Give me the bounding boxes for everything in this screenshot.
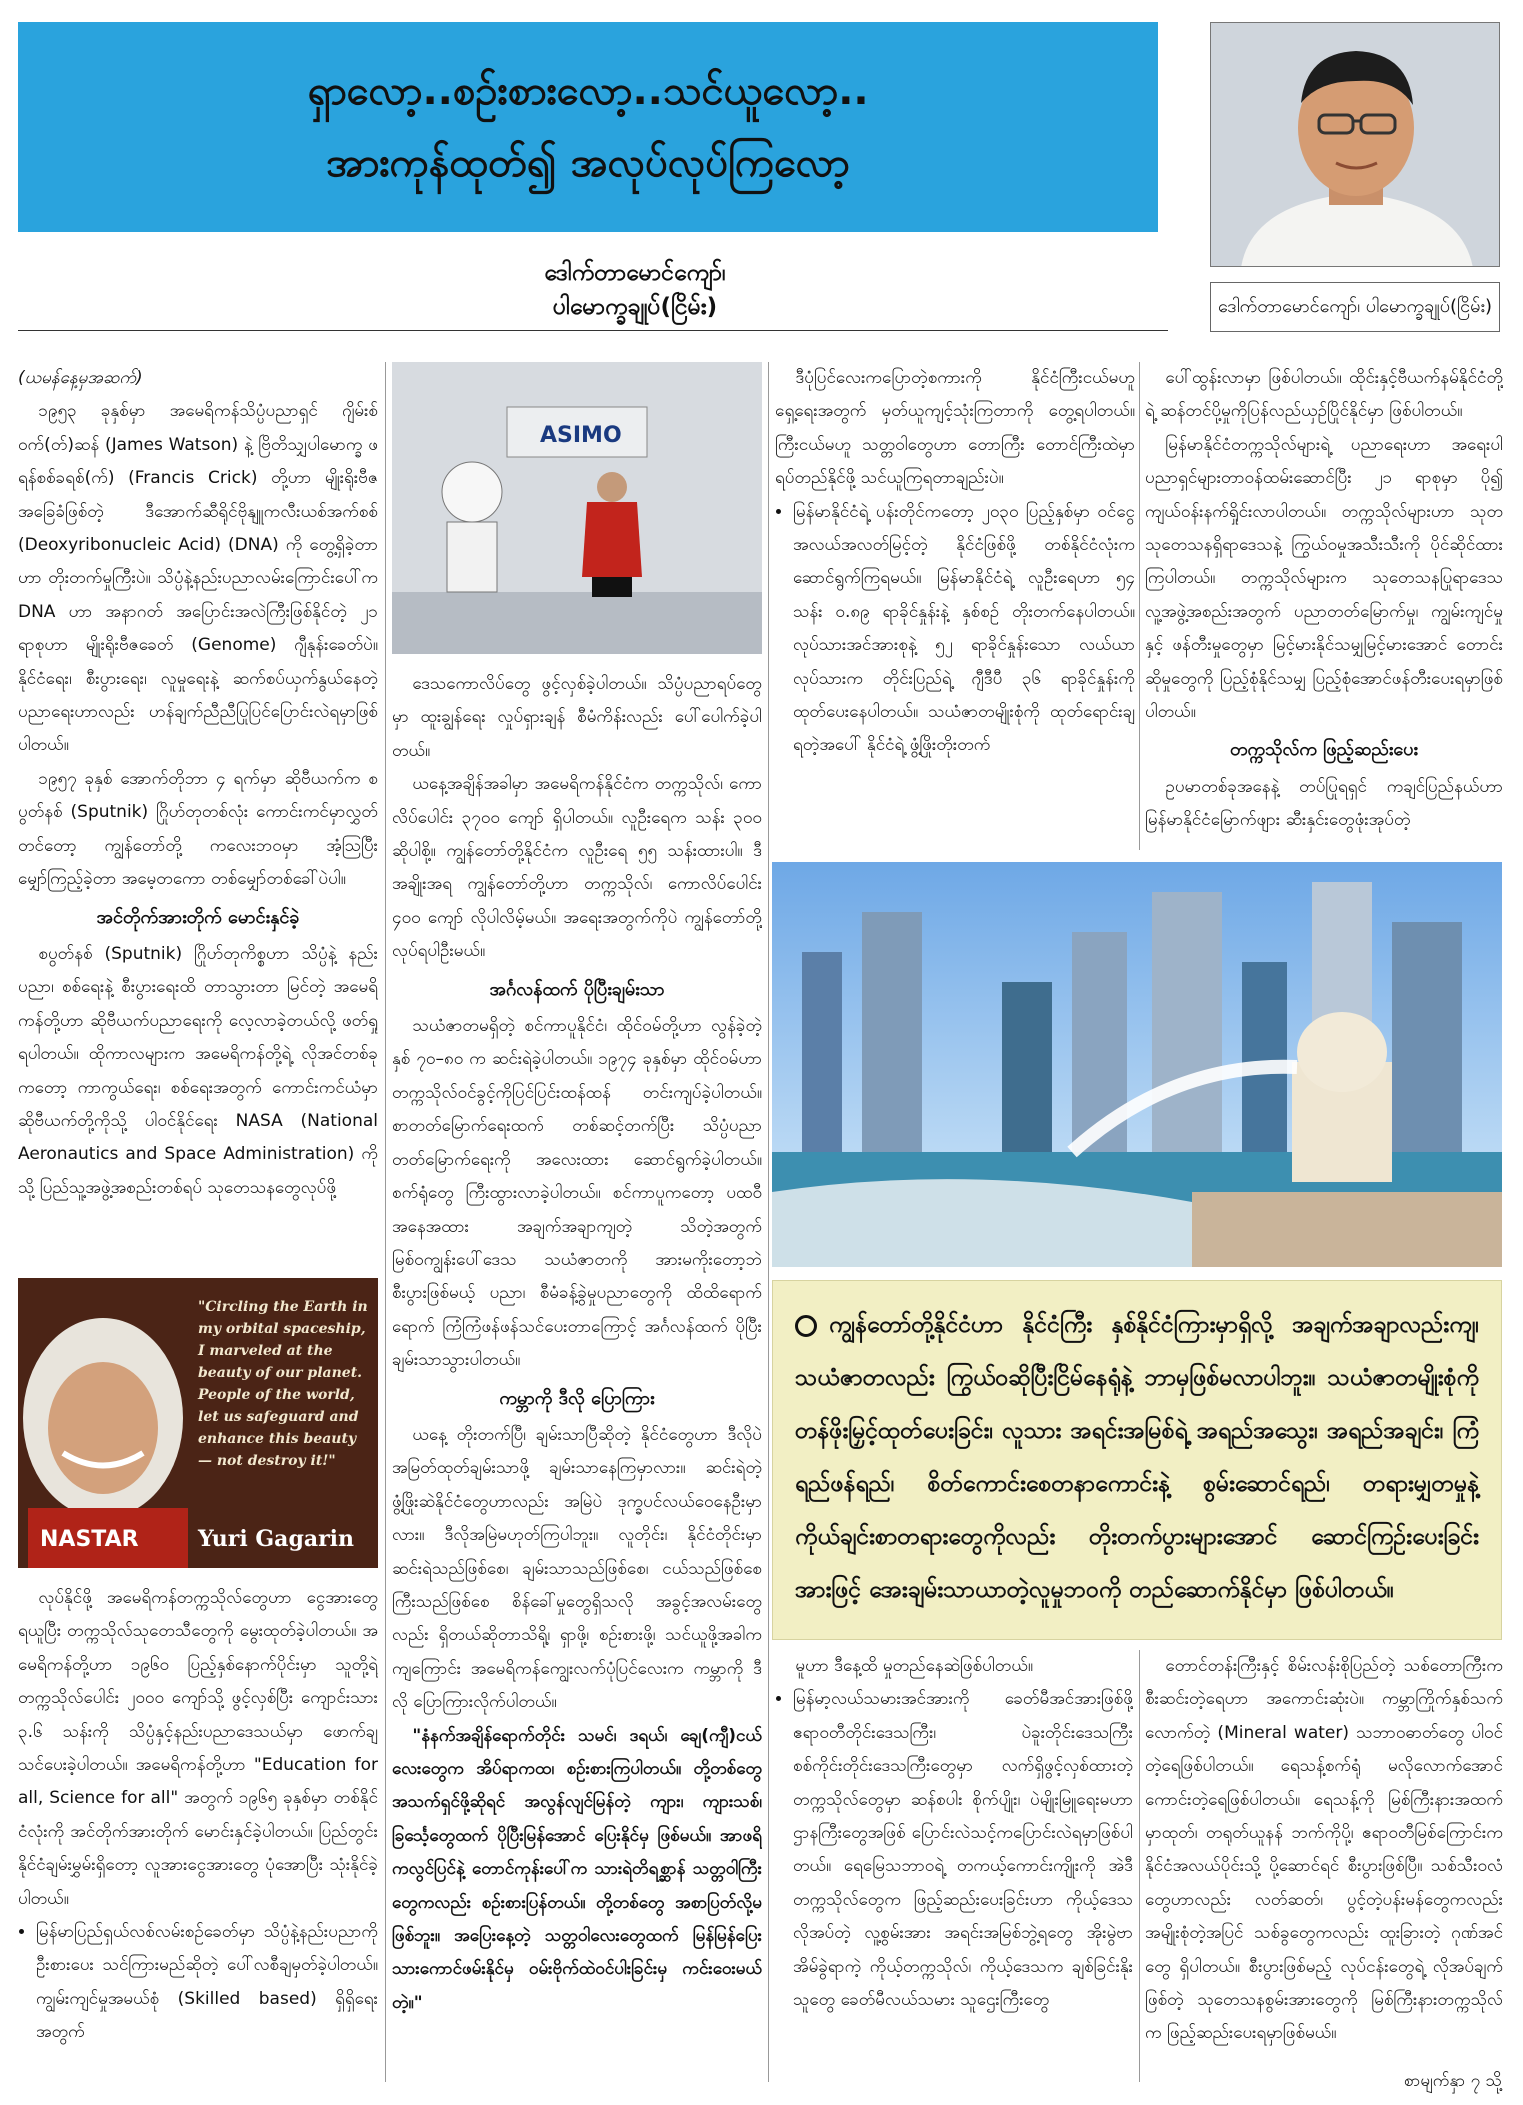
continued-label: (ယမန်နေ့မှအဆက်): [18, 368, 143, 388]
singapore-merlion-photo: [772, 862, 1502, 1267]
continued-on-page: စာမျက်နှာ ၇ သို့: [1403, 2071, 1502, 2091]
asimo-photo: [392, 362, 762, 654]
bullet-item: • မြန်မာ့လယ်သမားအင်အားကို ခေတ်မီအင်အားဖြစ်ဖို့ ဧရာဝတီတိုင်းဒေသကြီး၊ ပဲခူးတိုင်းဒေသကြီး စစ်ကိုင်းတိုင်းဒေသကြီးတွေမှာ လက်ရှိဖွင့်လှစ်ထားတဲ့ တက္ကသိုလ်တွေမှာ ဆန်စပါး စိုက်ပျိုး၊ ပဲမျိုးမြူရေးမဟာဌာနကြီးတွေအဖြစ် ပြောင်းလဲသင့်ကပြောင်းလဲရမှာဖြစ်ပါတယ်။ ရေမြေသဘာဝရဲ့ တကယ့်ကောင်းကျိုးကို အဲဒီ တက္ကသိုလ်တွေက ဖြည့်ဆည်းပေးခြင်းဟာ ကိုယ့်ဒေသ လိုအပ်တဲ့ လူ့စွမ်းအား အရင်းအမြစ်ဘွဲ့ရတွေ အိုးမွဲဗာ အိမ်ခွဲရာကဲ့ ကိုယ့်တက္ကသိုလ်၊ ကိုယ့်ဒေသက ချစ်ခြင်းနိုးသူတွေ ခေတ်မီလယ်သမား သူဌေးကြီးတွေ: [793, 1683, 1133, 2017]
column-rule: [1139, 1650, 1140, 2082]
bullet-list: [18, 1916, 378, 2050]
asimo-label: ASIMO: [540, 423, 622, 448]
gagarin-name: Yuri Gagarin: [198, 1526, 355, 1552]
author-photo-illustration: [1211, 23, 1500, 267]
author-portrait: [1210, 22, 1500, 267]
column-rule: [768, 362, 769, 2082]
paragraph: ယနေ့အချိန်အခါမှာ အမေရိကန်နိုင်ငံက တက္ကသိုလ်၊ ကောလိပ်ပေါင်း ၃၇၀၀ ကျော် ရှိပါတယ်။ လူဦးရေက သန်း ၃၀၀ ဆိုပါစို့။ ကျွန်တော်တို့နိုင်ငံက လူဦးရေ ၅၅ သန်းထားပါ။ ဒီအချိုးအရ ကျွန်တော်တို့ဟာ တက္ကသိုလ်၊ ကောလိပ်ပေါင်း ၄၀၀ ကျော် လိုပါလိမ့်မယ်။ အရေးအတွက်ကိုပဲ ကျွန်တော်တို့ လုပ်ရပါဦးမယ်။: [392, 774, 762, 962]
header-rule: [18, 330, 1168, 331]
pull-quote-text: [795, 1299, 1479, 1617]
bullet-item: • မြန်မာနိုင်ငံရဲ့ ပန်းတိုင်ကတော့ ၂၀၃၀ ပြည့်နှစ်မှာ ဝင်ငွေအလယ်အလတ်မြင့်တဲ့ နိုင်ငံဖြစ်ဖို့ တစ်နိုင်ငံလုံးက ဆောင်ရွက်ကြရမယ်။ မြန်မာနိုင်ငံရဲ့ လူဦးရေဟာ ၅၄ သန်း ၀.၈၉ ရာခိုင်နှုန်းနဲ့ နှစ်စဉ် တိုးတက်နေပါတယ်။ လုပ်သားအင်အားစုနဲ့ ၅၂ ရာခိုင်နှုန်းသော လယ်ယာလုပ်သားက တိုင်းပြည်ရဲ့ ဂျီဒီပီ ၃၆ ရာခိုင်နှုန်းကို ထုတ်ပေးနေပါတယ်။ သယံဇာတမျိုးစုံကို ထုတ်ရောင်းချရတဲ့အပေါ် နိုင်ငံရဲ့ ဖွံ့ဖြိုးတိုးတက်: [793, 496, 1135, 763]
paragraph: သယံဇာတမရှိတဲ့ စင်ကာပူနိုင်ငံ၊ ထိုင်ဝမ်တို့ဟာ လွန်ခဲ့တဲ့ နှစ် ၇၀–၈၀ က ဆင်းရဲခဲ့ပါတယ်။ ၁၉၇၄ ခုနှစ်မှာ ထိုင်ဝမ်ဟာ တက္ကသိုလ်ဝင်ခွင့်ကိုပြင်ပြင်းထန်ထန် တင်းကျပ်ခဲ့ပါတယ်။ စာတတ်မြောက်ရေးထက် တစ်ဆင့်တက်ပြီး သိပ္ပံပညာတတ်မြောက်ရေးကို အလေးထား ဆောင်ရွက်ခဲ့ပါတယ်။ စက်ရုံတွေ ကြီးထွားလာခဲ့ပါတယ်။ စင်ကာပူကတော့ ပထဝီအနေအထား အချက်အချာကျတဲ့ သိတဲ့အတွက် မြစ်ဝကျွန်းပေါ်ဒေသ သယံဇာတကို အားမကိုးတော့ဘဲ စီးပွားဖြစ်မယ့် ပညာ၊ စီမံခန့်ခွဲမှုပညာတွေကို ထိထိရောက်ရောက် ကြံကြံဖန်ဖန်သင်ပေးတာကြောင့် အင်္ဂလန်ထက် ပိုပြီးချမ်းသာသွားပါတယ်။: [392, 1016, 762, 1371]
author-caption: ဒေါက်တာမောင်ကျော်၊ ပါမောက္ခချုပ်(ငြိမ်း): [1210, 282, 1500, 332]
cityscape-illustration: [772, 862, 1502, 1267]
column-rule: [1139, 362, 1140, 850]
bullet-item: • မြန်မာပြည်ရှယ်လစ်လမ်းစဉ်ခေတ်မှာ သိပ္ပံနဲ့နည်းပညာကို ဦးစားပေး သင်ကြားမည်ဆိုတဲ့ ပေါ်လစီချမှတ်ခဲ့ပါတယ်။ ကျွမ်းကျင်မှုအမယ်စုံ (Skilled based) ရှိရှိရေးအတွက်: [36, 1916, 378, 2050]
paragraph: ယနေ့ တိုးတက်ပြီ၊ ချမ်းသာပြီဆိုတဲ့ နိုင်ငံတွေဟာ ဒီလိုပဲ အမြတ်ထုတ်ချမ်းသာဖို့ ချမ်းသာနေကြမှာလား။ ဆင်းရဲတဲ့ ဖွံ့ဖြိုးဆဲနိုင်ငံတွေဟာလည်း အမြဲပဲ ဒုက္ခပင်လယ်ဝေနေဦးမှာလား။ ဒီလိုအမြဲမဟုတ်ကြပါဘူး။ လူတိုင်း၊ နိုင်ငံတိုင်းမှာ ဆင်းရဲသည်ဖြစ်စေ၊ ချမ်းသာသည်ဖြစ်စေ၊ ငယ်သည်ဖြစ်စေ ကြီးသည်ဖြစ်စေ စိန်ခေါ်မှုတွေရှိသလို အခွင့်အလမ်းတွေလည်း ရှိတယ်ဆိုတာသိရို့၊ ရှာဖို့၊ စဉ်းစားဖို့၊ သင်ယူဖို့အခါကကျကြောင်း အမေရိကန်ကျွေးလက်ပုံပြင်လေးက ကမ္ဘာကို ဒီလို ပြောကြားလိုက်ပါတယ်။: [392, 1424, 762, 1713]
headline-banner: [18, 22, 1158, 232]
column-5: [775, 1650, 1133, 2080]
gagarin-quote: "Circling the Earth in my orbital spaceship, I marveled at the beauty of our planet. People of the world, let us safeguard and enhance this beauty — not destroy it!": [198, 1299, 368, 1469]
column-3: [775, 362, 1135, 850]
paragraph: ဒေသကောလိပ်တွေ ဖွင့်လှစ်ခဲ့ပါတယ်။ သိပ္ပံပညာရပ်တွေမှာ ထူးချွန်ရေး လှုပ်ရှားချန် စီမံကိန်းလည်း ပေါ်ပေါက်ခဲ့ပါတယ်။: [392, 674, 762, 761]
yuri-gagarin-photo: [18, 1278, 378, 1568]
subheading: ကမ္ဘာကို ဒီလို ပြောကြား: [499, 1387, 655, 1409]
asimo-illustration: [392, 362, 762, 654]
pull-quote-body: ကျွန်တော်တို့နိုင်ငံဟာ နိုင်ငံကြီး နှစ်နိုင်ငံကြားမှာရှိလို့ အချက်အချာလည်းကျ၊ သယံဇာတလည်း ကြွယ်ဝဆိုပြီးငြိမ်နေရုံနဲ့ ဘာမှဖြစ်မလာပါဘူး။ သယံဇာတမျိုးစုံကို တန်ဖိုးမြှင့်ထုတ်ပေးခြင်း၊ လူသား အရင်းအမြစ်ရဲ့ အရည်အသွေး၊ အရည်အချင်း၊ ကြံရည်ဖန်ရည်၊ စိတ်ကောင်းစေတနာကောင်းနဲ့ စွမ်းဆောင်ရည်၊ တရားမျှတမှုနဲ့ ကိုယ်ချင်းစာတရားတွေကိုလည်း တိုးတက်ပွားများအောင် ဆောင်ကြဉ်းပေးခြင်းအားဖြင့် အေးချမ်းသာယာတဲ့လူမှုဘဝကို တည်ဆောက်နိုင်မှာ ဖြစ်ပါတယ်။: [795, 1312, 1479, 1603]
bullet-list: [775, 496, 1135, 763]
subheading: တက္ကသိုလ်က ဖြည့်ဆည်းပေး: [1230, 739, 1418, 761]
column-2: [392, 668, 762, 2082]
paragraph: ဥပမာတစ်ခုအနေနဲ့ တပ်ပြုရရှင် ကချင်ပြည်နယ်ဟာ မြန်မာနိုင်ငံမြောက်ဖျား ဆီးနှင်းတွေဖုံးအုပ်တဲ့: [1145, 776, 1503, 831]
paragraph: ၁၉၅၃ ခုနှစ်မှာ အမေရိကန်သိပ္ပံပညာရှင် ဂျိမ်းစ်ဝက်(တ်)ဆန် (James Watson) နဲ့ ဗြိတိသျှပါမောက္ခ ဖရန်စစ်ခရစ်(က်) (Francis Crick) တို့ဟာ မျိုးရိုးဗီဇအခြေခံဖြစ်တဲ့ ဒီအောက်ဆီရိုင်ဗိုနျူကလီးယစ်အက်စစ် (Deoxyribonucleic Acid) (DNA) ကို တွေ့ရှိခဲ့တာဟာ တိုးတက်မှုကြီးပဲ။ သိပ္ပံနဲ့နည်းပညာလမ်းကြောင်းပေါ်က DNA ဟာ အနာဂတ် အပြောင်းအလဲကြီးဖြစ်နိုင်တဲ့ ၂၁ ရာစုဟာ မျိုးရိုးဗီဇခေတ် (Genome) ဂျီနုန်းခေတ်ပဲ။ နိုင်ငံရေး၊ စီးပွားရေး၊ လူမှုရေးနဲ့ ဆက်စပ်ယှက်နွယ်နေတဲ့ ပညာရေးဟာလည်း ဟန်ချက်ညီညီပြုပြင်ပြောင်းလဲရမှာဖြစ်ပါတယ်။: [18, 401, 378, 756]
paragraph: မူဟာ ဒီနေ့ထိ မှုတည်နေဆဲဖြစ်ပါတယ်။: [795, 1656, 1033, 1676]
subheading: အင်္ဂလန်ထက် ပိုပြီးချမ်းသာ: [489, 978, 665, 1000]
column-rule: [385, 362, 386, 2082]
column-1: [18, 362, 378, 1262]
column-4: [1145, 362, 1503, 850]
paragraph: တောင်တန်းကြီးနှင့် စိမ်းလန်းစိုပြည်တဲ့ သစ်တောကြီးက စီးဆင်းတဲ့ရေဟာ အကောင်းဆုံးပဲ။ ကမ္ဘာကြိုက်နှစ်သက်လောက်တဲ့ (Mineral water) သဘာဝဓာတ်တွေ ပါဝင်တဲ့ရေဖြစ်ပါတယ်။ ရေသန့်စက်ရုံ မလိုလောက်အောင် ကောင်းတဲ့ရေဖြစ်ပါတယ်။ ရေသန့်ကို မြစ်ကြီးနားအထက်မှာထုတ်၊ တရုတ်ယူနန် ဘက်ကိုပို့၊ ဧရာဝတီမြစ်ကြောင်းကနိုင်ငံအလယ်ပိုင်းသို့ ပို့ဆောင်ရင် စီးပွားဖြစ်ပြီ။ သစ်သီးဝလံတွေဟာလည်း လတ်ဆတ်၊ ပွင့်တဲ့ပန်းမန်တွေကလည်း အမျိုးစုံတဲ့အပြင် သစ်ခွတွေကလည်း ထူးခြားတဲ့ ဂုဏ်အင်တွေ ရှိပါတယ်။ စီးပွားဖြစ်မည့် လုပ်ငန်းတွေရဲ့ လိုအပ်ချက်ဖြစ်တဲ့ သုတေသနစွမ်းအားတွေကို မြစ်ကြီးနားတက္ကသိုလ်က ဖြည့်ဆည်းပေးရမှာဖြစ်မယ်။: [1145, 1656, 1503, 2044]
headline-line-1: ရှာလော့..စဉ်းစားလော့..သင်ယူလော့..: [307, 68, 869, 114]
paragraph: စပွတ်နစ် (Sputnik) ဂြိုဟ်တုကိစ္စဟာ သိပ္ပံနဲ့ နည်းပညာ၊ စစ်ရေးနဲ့ စီးပွားရေးထိ တာသွားတာ မြင်တဲ့ အမေရိကန်တို့ဟာ ဆိုဗီယက်ပညာရေးကို လေ့လာခဲ့တယ်လို့ ဖတ်ရှုရပါတယ်။ ထိုကာလများက အမေရိကန်တို့ရဲ့ လိုအင်တစ်ခုကတော့ ကာကွယ်ရေး၊ စစ်ရေးအတွက် ကောင်းကင်ယံမှာ ဆိုဗီယက်တို့ကိုသို့ ပါဝင်နိုင်ရေး NASA (National Aeronautics and Space Administration) ကိုသို့ ပြည်သူ့အဖွဲ့အစည်းတစ်ရပ် သုတေသနတွေလုပ်ဖို့: [18, 943, 378, 1198]
column-1-continued: [18, 1582, 378, 2082]
paragraph: ဒီပုံပြင်လေးကပြောတဲ့စကားကို နိုင်ငံကြီးငယ်မဟူ ရှေ့ရေးအတွက် မှတ်ယူကျင့်သုံးကြတာကို တွေ့ရပါတယ်။ ကြီးငယ်မဟူ သတ္တဝါတွေဟာ တောကြီး တောင်ကြီးထဲမှာ ရပ်တည်နိုင်ဖို့ သင်ယူကြရတာချည်းပဲ။: [775, 368, 1135, 489]
pull-quote: [772, 1280, 1502, 1640]
paragraph: လုပ်နိုင်ဖို့ အမေရိကန်တက္ကသိုလ်တွေဟာ ငွေအားတွေရယူပြီး တက္ကသိုလ်သုတေသီတွေကို မွေးထုတ်ခဲ့ပါတယ်။ အမေရိကန်တို့ဟာ ၁၉၆၀ ပြည့်နှစ်နောက်ပိုင်းမှာ သူတို့ရဲ့ တက္ကသိုလ်ပေါင်း ၂၀၀၀ ကျော်သို့ ဖွင့်လှစ်ပြီး ကျောင်းသား ၃.၆ သန်းကို သိပ္ပံနှင့်နည်းပညာဒေသယ်မှာ ဖောက်ချ သင်ပေးခဲ့ပါတယ်။ အမေရိကန်တို့ဟာ "Education for all, Science for all" အတွက် ၁၉၆၅ ခုနှစ်မှာ တစ်နိုင်ငံလုံးကို အင်တိုက်အားတိုက် မောင်းနှင်ခဲ့ပါတယ်။ ပြည်တွင်းနိုင်ငံချမ်းမွှမ်းရှိတော့ လူအားငွေအားတွေ ပုံအောပြီး သုံးနိုင်ခဲ့ပါတယ်။: [18, 1588, 378, 1909]
paragraph: ၁၉၅၇ ခုနှစ် အောက်တိုဘာ ၄ ရက်မှာ ဆိုဗီယက်က စပွတ်နစ် (Sputnik) ဂြိုဟ်တုတစ်လုံး ကောင်းကင်မှာလွှတ်တင်တော့ ကျွန်တော်တို့ ကလေးဘဝမှာ အံ့သြပြီး မျှော်ကြည့်ခဲ့တာ အမေ့တကော တစ်မျှော်တစ်ခေါ်ပဲပါ။: [18, 768, 378, 890]
circle-bullet-icon: [795, 1315, 817, 1337]
logo-text: NASTAR: [40, 1527, 139, 1552]
subheading: အင်တိုက်အားတိုက် မောင်းနှင်ခဲ့: [96, 906, 300, 928]
fable-quote: "နံနက်အချိန်ရောက်တိုင်း သမင်၊ ဒရယ်၊ ချေ(ကျီ)ငယ်လေးတွေက အိပ်ရာကထ၊ စဉ်းစားကြပါတယ်။ တို့တစ်တွေ အသက်ရှင်ဖို့ဆိုရင် အလွန်လျင်မြန်တဲ့ ကျား၊ ကျားသစ်၊ ခြင်္သေ့တွေထက် ပိုပြီးမြန်အောင် ပြေးနိုင်မှ ဖြစ်မယ်။ အာဖရိကလွင်ပြင်နဲ့ တောင်ကုန်းပေါ်က သားရဲတိရစ္ဆာန် သတ္တဝါကြီးတွေကလည်း စဉ်းစားပြန်တယ်။ တို့တစ်တွေ အစာပြတ်လို့မဖြစ်ဘူး။ အပြေးနေ့တဲ့ သတ္တဝါလေးတွေထက် မြန်မြန်ပြေး သားကောင်ဖမ်းနိုင်မှ ဝမ်းဗိုက်ထဲဝင်ပါးခြင်းမှ ကင်းဝေးမယ်တဲ့။": [392, 1725, 762, 2013]
paragraph: မြန်မာနိုင်ငံတက္ကသိုလ်များရဲ့ ပညာရေးဟာ အရေးပါ ပညာရှင်များတာဝန်ထမ်းဆောင်ပြီး ၂၁ ရာစုမှာ ပို၍ ကျယ်ဝန်းနက်ရှိုင်းလာပါတယ်။ တက္ကသိုလ်များဟာ သုတသုတေသနရှိရာဒေသနဲ့ ကြွယ်ဝမှုအသီးသီးကို ပိုင်ဆိုင်ထားကြပါတယ်။ တက္ကသိုလ်များက သုတေသနပြုရာဒေသ လူ့အဖွဲ့အစည်းအတွက် ပညာတတ်မြောက်မှု၊ ကျွမ်းကျင်မှုနှင့် ဖန်တီးမှုတွေမှာ မြင့်မားနိုင်သမျှမြင့်မားအောင် တောင်းဆိုမှုတွေကို ပြည့်စုံနိုင်သမျှ ပြည့်စုံအောင်ဖန်တီးပေးရမှာဖြစ်ပါတယ်။: [1145, 434, 1503, 723]
bullet-list: [775, 1683, 1133, 2017]
headline-line-2: အားကုန်ထုတ်၍ အလုပ်လုပ်ကြလော့: [326, 140, 850, 186]
byline: ဒေါက်တာမောင်ကျော်၊ ပါမောက္ခချုပ်(ငြိမ်း): [544, 260, 726, 320]
column-6: [1145, 1650, 1503, 2068]
paragraph: ပေါ်ထွန်းလာမှာ ဖြစ်ပါတယ်။ ထိုင်းနှင့်ဗီယက်နမ်နိုင်ငံတို့ရဲ့ ဆန်တင်ပို့မှုကိုပြန်လည်ယှဉ်ပြိုင်နိုင်မှာ ဖြစ်ပါတယ်။: [1145, 368, 1503, 422]
